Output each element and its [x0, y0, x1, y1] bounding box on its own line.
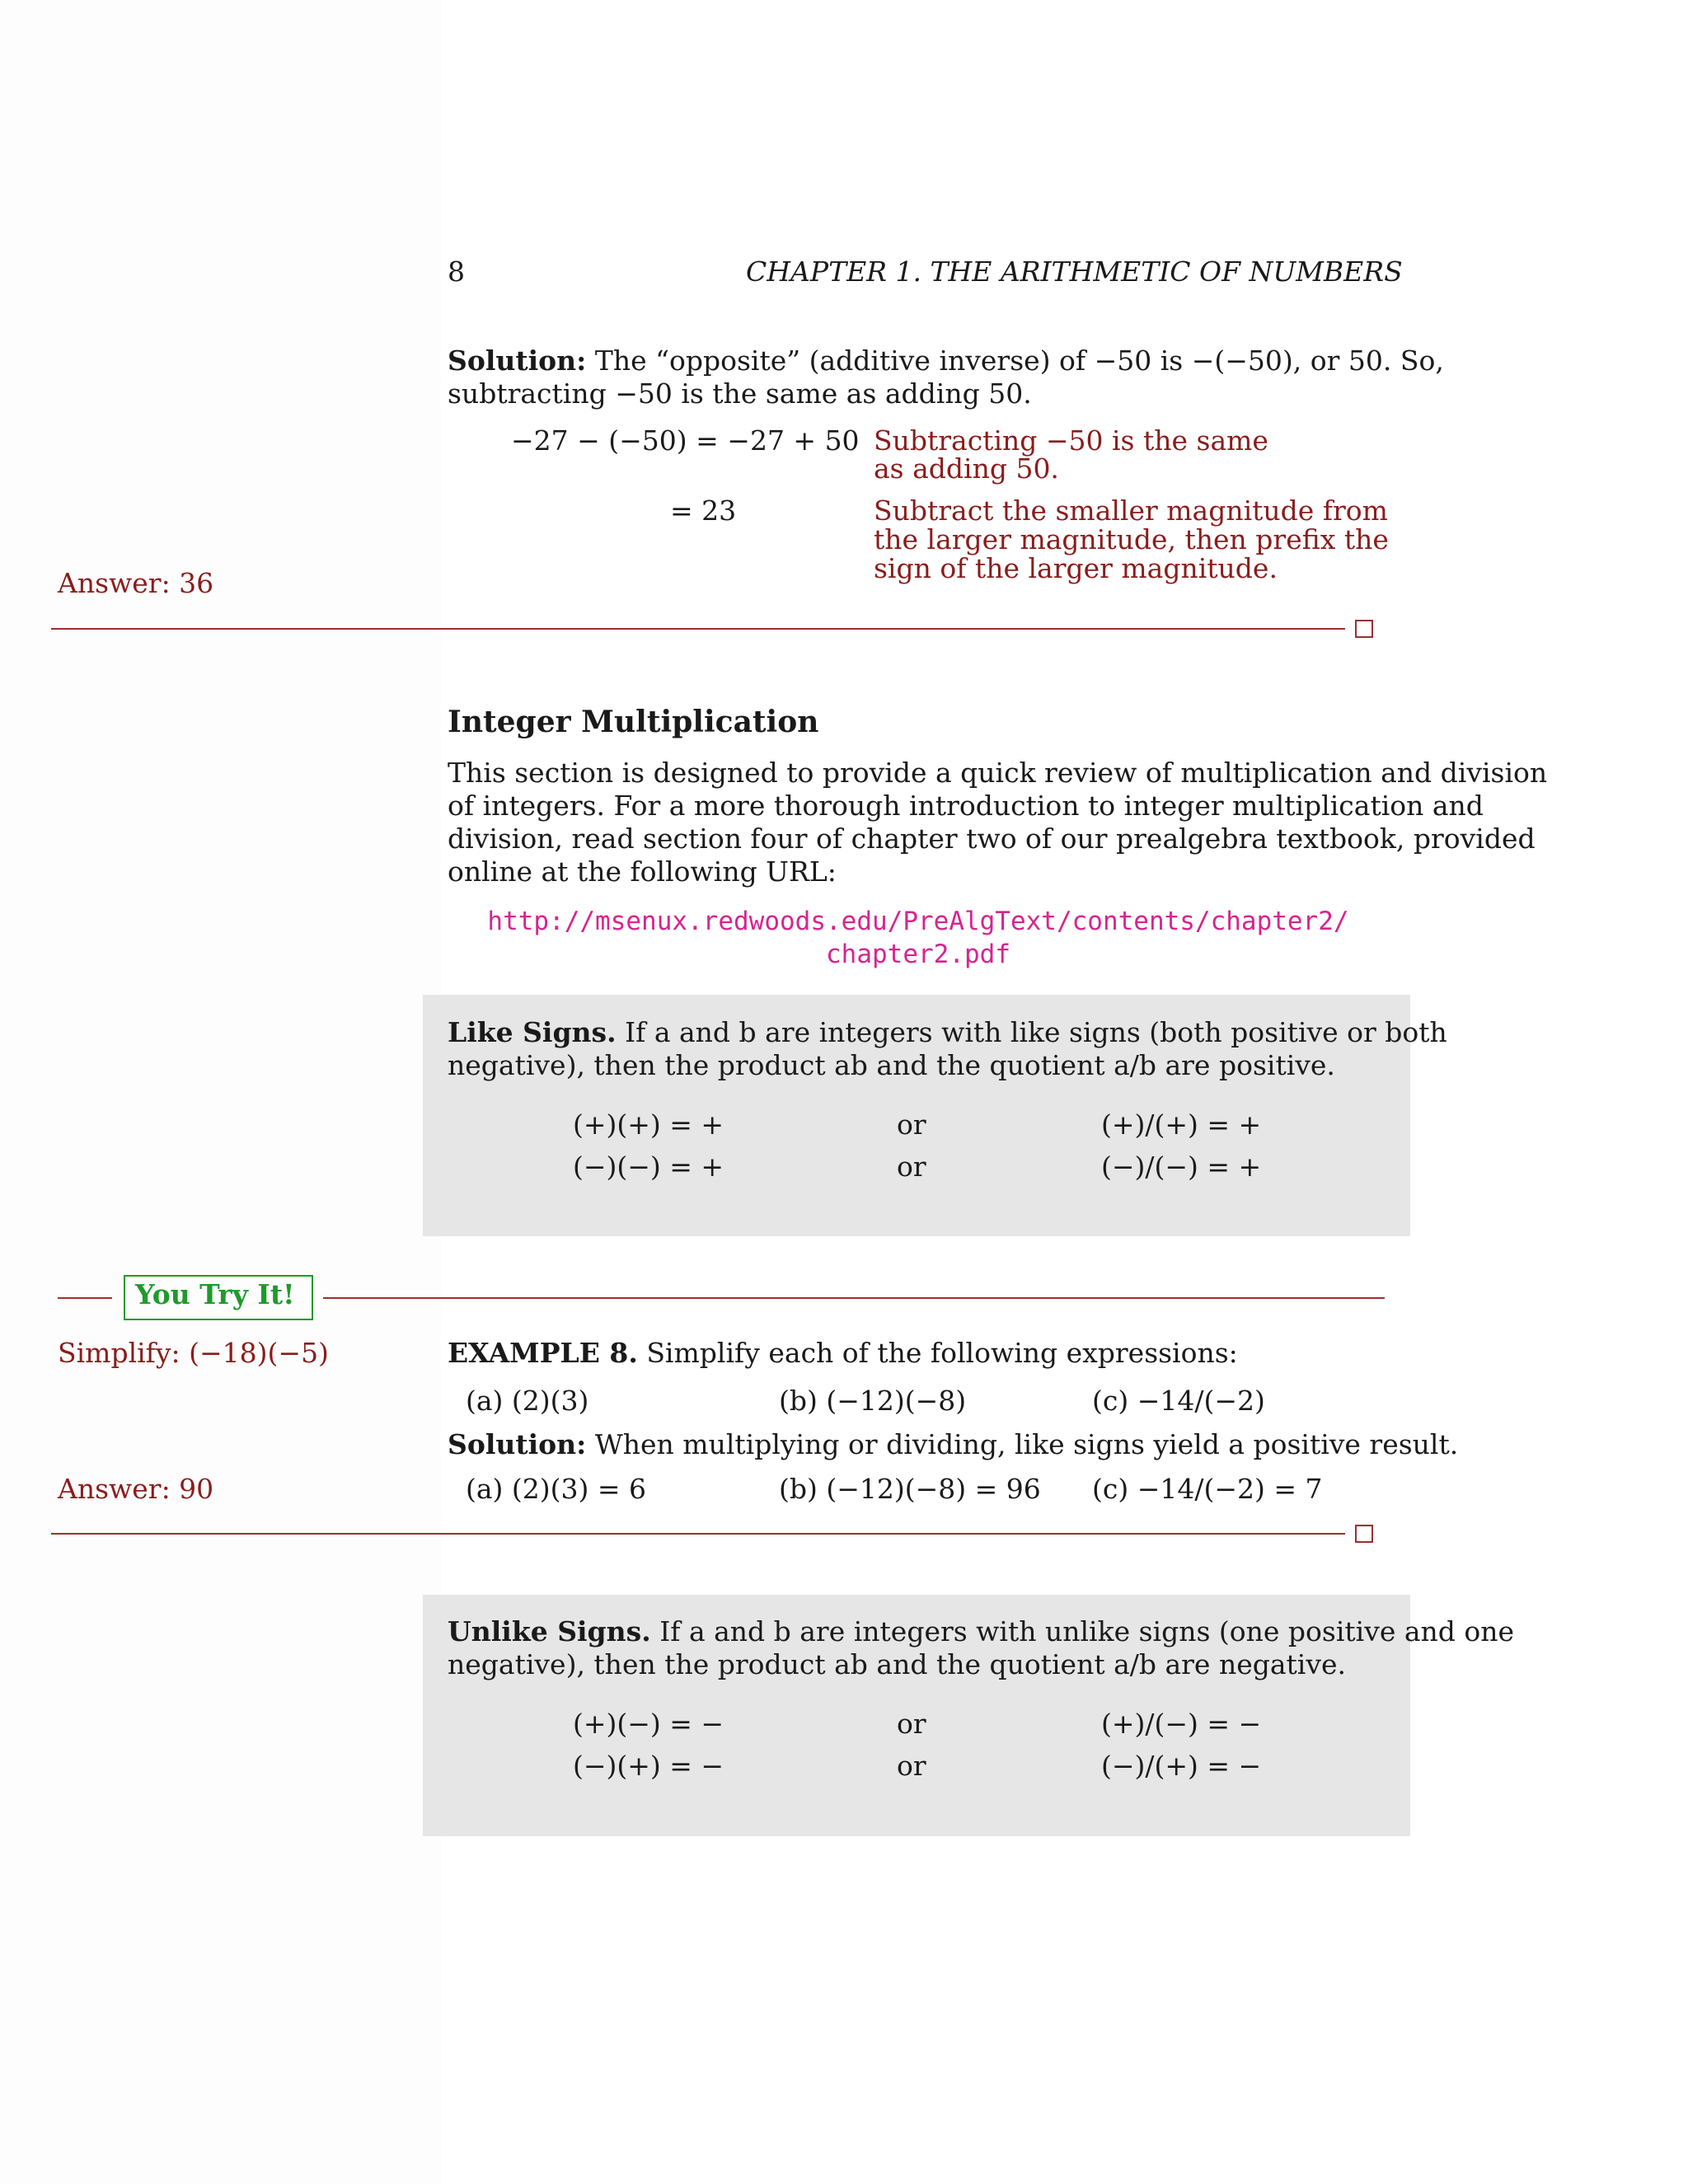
url-link-line-2[interactable]: chapter2.pdf	[826, 940, 1010, 969]
try-it-label: You Try It!	[124, 1275, 313, 1320]
like-rule-2b: (−)/(−) = +	[1101, 1151, 1262, 1183]
example-8-answer-c: (c) −14/(−2) = 7	[1092, 1473, 1323, 1505]
unlike-signs-line-2: negative), then the product ab and the quotient a/b are negative.	[448, 1648, 1347, 1680]
equation-2: = 23	[670, 494, 737, 527]
try-it-rule-left	[58, 1297, 112, 1299]
equation-2-note-line-3: sign of the larger magnitude.	[874, 552, 1278, 584]
equation-2-note-line-2: the larger magnitude, then prefix the	[874, 523, 1389, 555]
equation-1: −27 − (−50) = −27 + 50	[511, 424, 860, 457]
running-header: CHAPTER 1. THE ARITHMETIC OF NUMBERS	[746, 255, 1403, 288]
end-rule-1	[51, 628, 1345, 630]
example-8-solution-label: Solution:	[448, 1428, 587, 1460]
example-8-solution-text: When multiplying or dividing, like signs yield a positive result.	[594, 1428, 1459, 1460]
example-8-text: Simplify each of the following expressions:	[646, 1337, 1238, 1369]
like-signs-line-2: negative), then the product ab and the quotient a/b are positive.	[448, 1049, 1335, 1081]
unlike-rule-2a: (−)(+) = −	[573, 1750, 724, 1782]
solution-label: Solution:	[448, 344, 587, 377]
section-para-line-4: online at the following URL:	[448, 855, 837, 888]
example-8-answer-a: (a) (2)(3) = 6	[466, 1473, 647, 1505]
section-title: Integer Multiplication	[448, 705, 819, 739]
margin-answer-2: Answer: 90	[58, 1473, 214, 1505]
solution-line-2: subtracting −50 is the same as adding 50.	[448, 377, 1032, 410]
like-rule-2-or: or	[897, 1151, 926, 1183]
like-signs-label: Like Signs.	[448, 1016, 617, 1048]
equation-1-note-line-2: as adding 50.	[874, 452, 1059, 485]
unlike-rule-1-or: or	[897, 1708, 926, 1740]
url-link-line-1[interactable]: http://msenux.redwoods.edu/PreAlgText/contents/chapter2/	[487, 907, 1349, 936]
equation-2-note-line-1: Subtract the smaller magnitude from	[874, 494, 1388, 527]
qed-box-1	[1355, 620, 1373, 638]
example-8-part-b: (b) (−12)(−8)	[779, 1385, 967, 1417]
unlike-signs-line-1	[448, 1615, 1514, 1648]
end-rule-2	[51, 1533, 1345, 1535]
like-rule-1b: (+)/(+) = +	[1101, 1108, 1262, 1141]
unlike-signs-label: Unlike Signs.	[448, 1615, 651, 1647]
margin-simplify: Simplify: (−18)(−5)	[58, 1337, 329, 1369]
unlike-rule-1b: (+)/(−) = −	[1101, 1708, 1262, 1740]
unlike-rule-2b: (−)/(+) = −	[1101, 1750, 1262, 1782]
example-8-solution	[448, 1428, 1458, 1461]
like-signs-text-1: If a and b are integers with like signs (both positive or both	[625, 1016, 1447, 1048]
example-8-heading	[448, 1337, 1238, 1370]
like-rule-2a: (−)(−) = +	[573, 1151, 724, 1183]
example-8-answer-b: (b) (−12)(−8) = 96	[779, 1473, 1041, 1505]
like-signs-line-1	[448, 1016, 1447, 1049]
like-rule-1a: (+)(+) = +	[573, 1108, 724, 1141]
unlike-signs-text-1: If a and b are integers with unlike signs (one positive and one	[659, 1615, 1515, 1647]
unlike-rule-2-or: or	[897, 1750, 926, 1782]
equation-1-note-line-1: Subtracting −50 is the same	[874, 424, 1268, 457]
like-rule-1-or: or	[897, 1108, 926, 1141]
example-8-part-c: (c) −14/(−2)	[1092, 1385, 1265, 1417]
solution-line-1	[448, 344, 1444, 377]
section-para-line-2: of integers. For a more thorough introduction to integer multiplication and	[448, 790, 1484, 822]
qed-box-2	[1355, 1525, 1373, 1543]
margin-answer-1: Answer: 36	[58, 567, 214, 599]
page-number: 8	[448, 255, 465, 288]
section-para-line-3: division, read section four of chapter two of our prealgebra textbook, provided	[448, 823, 1536, 855]
example-8-part-a: (a) (2)(3)	[466, 1385, 589, 1417]
try-it-rule-right	[323, 1297, 1385, 1299]
margin-background	[0, 0, 441, 2184]
example-8-label: EXAMPLE 8.	[448, 1337, 638, 1369]
unlike-rule-1a: (+)(−) = −	[573, 1708, 724, 1740]
section-para-line-1: This section is designed to provide a quick review of multiplication and division	[448, 757, 1548, 789]
solution-text-1: The “opposite” (additive inverse) of −50 is −(−50), or 50. So,	[594, 344, 1444, 377]
